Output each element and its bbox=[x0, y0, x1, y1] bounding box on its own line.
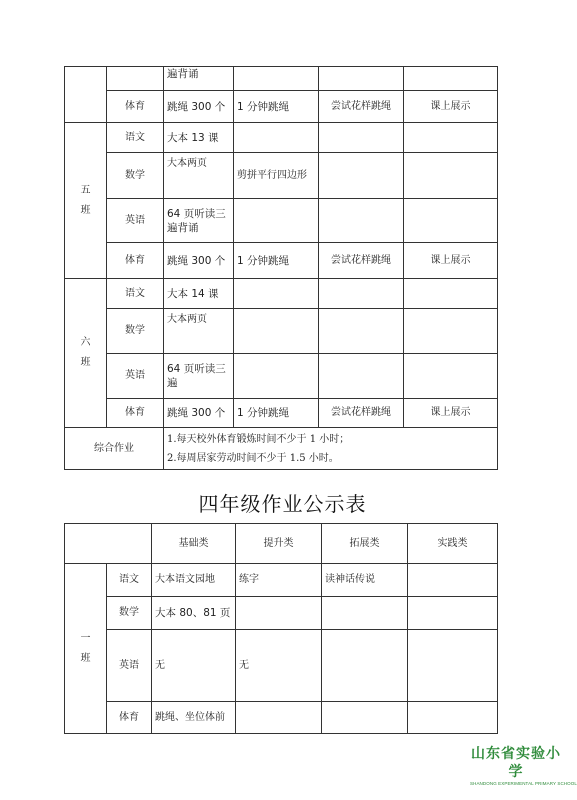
practice-cell bbox=[404, 354, 498, 399]
practice-cell bbox=[404, 153, 498, 199]
table-row bbox=[65, 67, 498, 91]
practice-cell bbox=[408, 702, 498, 734]
subject-cell: 体育 bbox=[107, 399, 164, 428]
school-logo bbox=[470, 745, 577, 787]
subject-cell: 语文 bbox=[107, 279, 164, 309]
basic-cell: 跳绳 300 个 bbox=[164, 91, 234, 123]
improve-cell bbox=[234, 67, 319, 91]
header-cell-improve: 提升类 bbox=[236, 524, 322, 564]
improve-cell bbox=[234, 199, 319, 243]
table-row bbox=[65, 279, 498, 309]
basic-cell: 64 页听读三遍 bbox=[164, 354, 234, 399]
class-label-cell bbox=[65, 279, 107, 428]
table-row bbox=[65, 428, 498, 470]
subject-cell: 语文 bbox=[107, 564, 152, 597]
basic-cell: 大本 14 课 bbox=[164, 279, 234, 309]
table-row bbox=[65, 399, 498, 428]
practice-cell bbox=[408, 564, 498, 597]
basic-cell: 64 页听读三遍背诵 bbox=[164, 199, 234, 243]
header-cell-basic: 基础类 bbox=[152, 524, 236, 564]
basic-cell: 大本两页 bbox=[164, 153, 234, 199]
improve-cell: 1 分钟跳绳 bbox=[234, 399, 319, 428]
extend-cell bbox=[319, 123, 404, 153]
overall-line-1: 1.每天校外体育锻炼时间不少于 1 小时； bbox=[167, 433, 350, 445]
subject-cell: 英语 bbox=[107, 354, 164, 399]
improve-cell bbox=[234, 279, 319, 309]
school-logo-name-cn: 山东省实验小学 bbox=[471, 746, 561, 780]
extend-cell: 读神话传说 bbox=[322, 564, 408, 597]
practice-cell bbox=[404, 279, 498, 309]
class-label-cell bbox=[65, 564, 107, 734]
basic-cell: 遍背诵 bbox=[164, 67, 234, 91]
table-header-row bbox=[65, 524, 498, 564]
class-label-char: 一 bbox=[80, 632, 91, 644]
improve-cell: 1 分钟跳绳 bbox=[234, 243, 319, 279]
subject-cell: 英语 bbox=[107, 630, 152, 702]
improve-cell: 1 分钟跳绳 bbox=[234, 91, 319, 123]
subject-cell: 数学 bbox=[107, 153, 164, 199]
overall-line-2: 2.每周居家劳动时间不少于 1.5 小时。 bbox=[167, 452, 339, 464]
subject-cell: 体育 bbox=[107, 702, 152, 734]
extend-cell bbox=[322, 630, 408, 702]
basic-cell: 大本两页 bbox=[164, 309, 234, 354]
overall-homework-content bbox=[164, 428, 498, 470]
subject-cell: 体育 bbox=[107, 91, 164, 123]
extend-cell: 尝试花样跳绳 bbox=[319, 399, 404, 428]
table-row bbox=[65, 243, 498, 279]
basic-cell: 大本语文园地 bbox=[152, 564, 236, 597]
class-label-char: 六 bbox=[80, 337, 91, 348]
table-row bbox=[65, 564, 498, 597]
subject-cell: 语文 bbox=[107, 123, 164, 153]
header-cell-extend: 拓展类 bbox=[322, 524, 408, 564]
extend-cell bbox=[319, 354, 404, 399]
improve-cell: 剪拼平行四边形 bbox=[234, 153, 319, 199]
class-label-char: 五 bbox=[80, 184, 91, 196]
class-label-cell bbox=[65, 123, 107, 279]
grade-homework-table-upper bbox=[64, 66, 498, 470]
basic-cell: 大本 80、81 页 bbox=[152, 597, 236, 630]
practice-cell bbox=[408, 597, 498, 630]
overall-homework-label: 综合作业 bbox=[65, 428, 164, 470]
class-label-char: 班 bbox=[80, 204, 91, 216]
extend-cell bbox=[319, 199, 404, 243]
improve-cell bbox=[234, 123, 319, 153]
practice-cell: 课上展示 bbox=[404, 399, 498, 428]
page-title: 四年级作业公示表 bbox=[198, 492, 367, 516]
basic-cell: 大本 13 课 bbox=[164, 123, 234, 153]
table-row bbox=[65, 597, 498, 630]
table-row bbox=[65, 630, 498, 702]
class-label-char: 班 bbox=[80, 357, 91, 368]
table-row bbox=[65, 199, 498, 243]
practice-cell bbox=[408, 630, 498, 702]
improve-cell bbox=[234, 354, 319, 399]
practice-cell bbox=[404, 309, 498, 354]
extend-cell bbox=[322, 597, 408, 630]
class-label-cell-empty bbox=[65, 67, 107, 123]
table-row bbox=[65, 91, 498, 123]
extend-cell bbox=[319, 153, 404, 199]
improve-cell: 练字 bbox=[236, 564, 322, 597]
subject-cell bbox=[107, 67, 164, 91]
improve-cell bbox=[236, 597, 322, 630]
improve-cell bbox=[234, 309, 319, 354]
table-row bbox=[65, 153, 498, 199]
table-row bbox=[65, 354, 498, 399]
subject-cell: 数学 bbox=[107, 597, 152, 630]
extend-cell bbox=[319, 67, 404, 91]
practice-cell bbox=[404, 67, 498, 91]
subject-cell: 英语 bbox=[107, 199, 164, 243]
basic-cell: 无 bbox=[152, 630, 236, 702]
basic-cell: 跳绳 300 个 bbox=[164, 399, 234, 428]
extend-cell: 尝试花样跳绳 bbox=[319, 91, 404, 123]
subject-cell: 数学 bbox=[107, 309, 164, 354]
table-row bbox=[65, 309, 498, 354]
practice-cell bbox=[404, 199, 498, 243]
grade4-homework-table bbox=[64, 523, 498, 734]
practice-cell: 课上展示 bbox=[404, 243, 498, 279]
table-row bbox=[65, 123, 498, 153]
improve-cell: 无 bbox=[236, 630, 322, 702]
extend-cell: 尝试花样跳绳 bbox=[319, 243, 404, 279]
subject-cell: 体育 bbox=[107, 243, 164, 279]
basic-cell: 跳绳 300 个 bbox=[164, 243, 234, 279]
practice-cell bbox=[404, 123, 498, 153]
table-row bbox=[65, 702, 498, 734]
header-cell-blank bbox=[65, 524, 152, 564]
basic-cell: 跳绳、坐位体前 bbox=[152, 702, 236, 734]
extend-cell bbox=[319, 279, 404, 309]
school-logo-name-en: SHANDONG EXPERIMENTAL PRIMARY SCHOOL bbox=[470, 781, 577, 786]
header-cell-practice: 实践类 bbox=[408, 524, 498, 564]
extend-cell bbox=[319, 309, 404, 354]
practice-cell: 课上展示 bbox=[404, 91, 498, 123]
improve-cell bbox=[236, 702, 322, 734]
class-label-char: 班 bbox=[80, 652, 91, 664]
extend-cell bbox=[322, 702, 408, 734]
